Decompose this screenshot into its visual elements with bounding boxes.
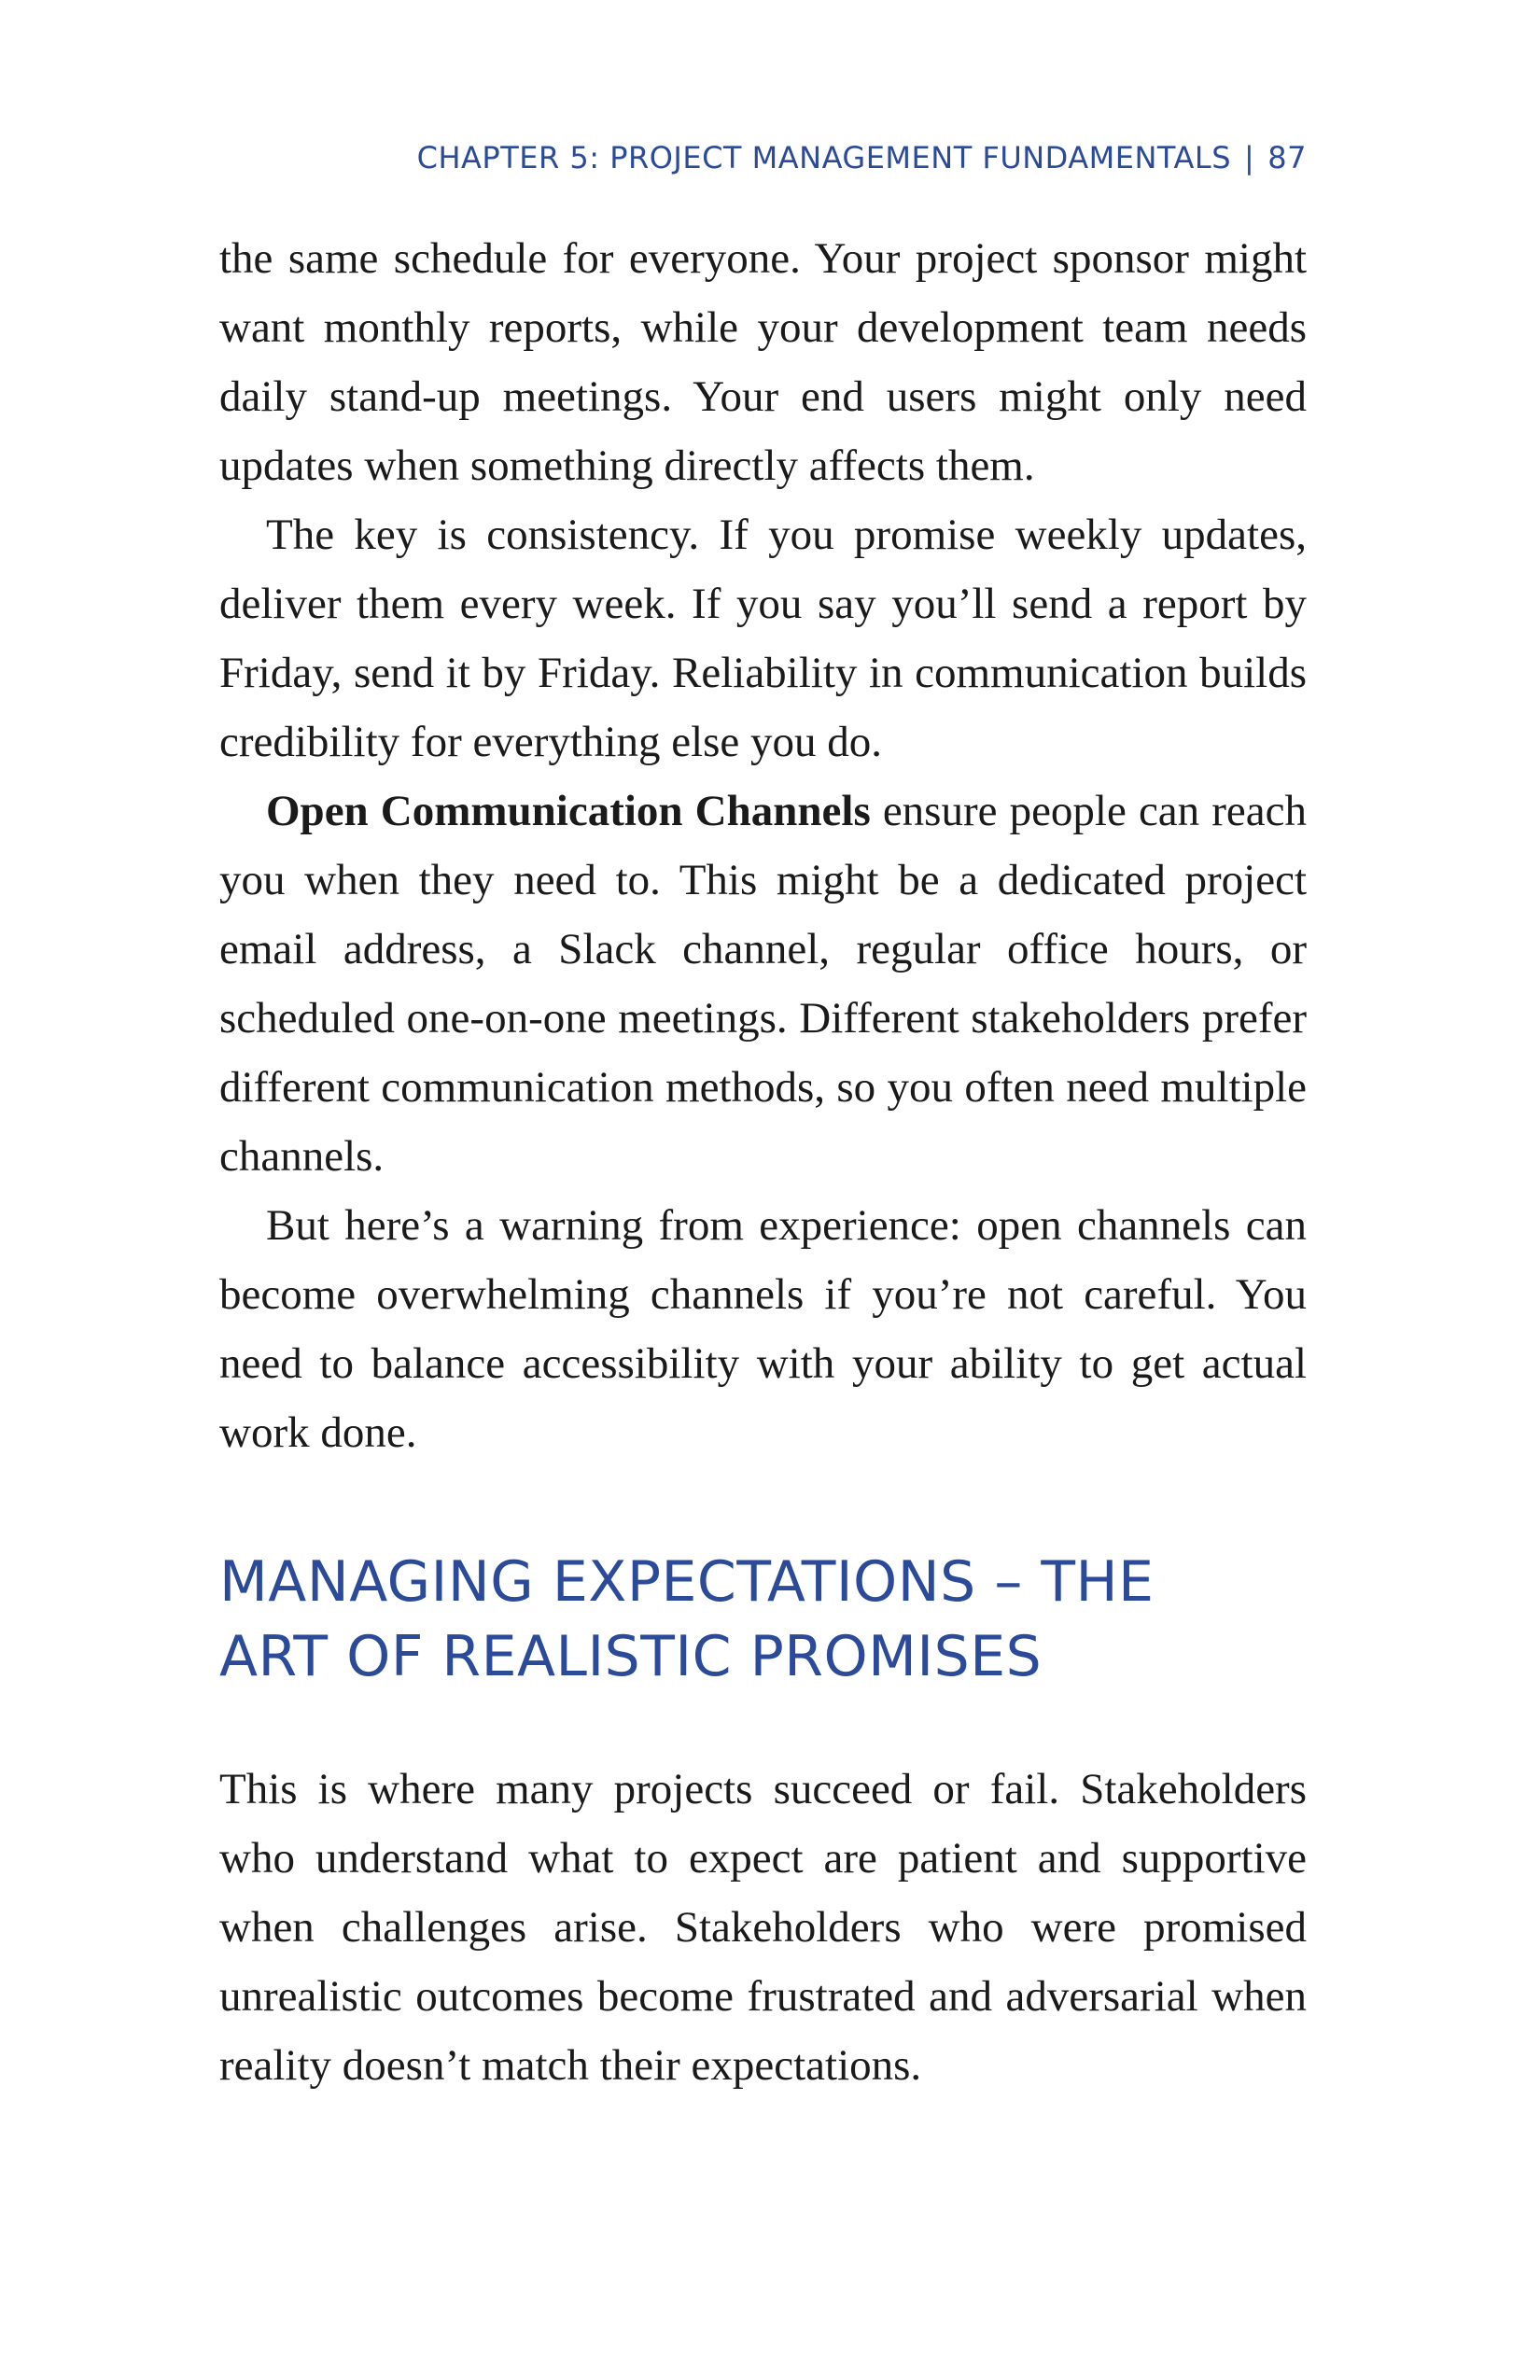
- section-heading-line: MANAGING EXPECTATIONS – THE: [219, 1549, 1155, 1615]
- page-number: 87: [1267, 140, 1307, 175]
- chapter-title: CHAPTER 5: PROJECT MANAGEMENT FUNDAMENTALS: [416, 140, 1231, 175]
- paragraph: [219, 777, 1307, 1191]
- paragraph: But here’s a warning from experience: open channels can become overwhelming channels if you’re not careful. You need to balance accessibility with your ability to get actual work done.: [219, 1201, 1307, 1457]
- paragraph-text: ensure people can reach you when they need to. This might be a dedicated project email address, a Slack channel, regular office hours, or scheduled one-on-one meetings. Different stakeholders prefer different communication methods, so you often need multiple channels.: [219, 787, 1307, 1181]
- paragraph: the same schedule for everyone. Your project sponsor might want monthly reports, while your development team needs daily stand-up meetings. Your end users might only need updates when something directly affects them.: [219, 234, 1307, 490]
- header-separator: |: [1244, 140, 1255, 175]
- body-text-bottom: [219, 1755, 1307, 2100]
- bold-term: Open Communication Channels: [266, 787, 871, 835]
- section-heading-line: ART OF REALISTIC PROMISES: [219, 1624, 1043, 1689]
- paragraph: This is where many projects succeed or fail. Stakeholders who understand what to expect are patient and supportive when challenges arise. Stakeholders who were promised unrealistic outcomes become frustrated and adversarial when reality doesn’t match their expectations.: [219, 1765, 1307, 2090]
- body-text-top: [219, 224, 1307, 1467]
- section-heading: [219, 1545, 1307, 1694]
- paragraph: The key is consistency. If you promise weekly updates, deliver them every week. If you say you’ll send a report by Friday, send it by Friday. Reliability in communication builds credibility for everything else you do.: [219, 511, 1307, 766]
- running-header: [219, 140, 1307, 175]
